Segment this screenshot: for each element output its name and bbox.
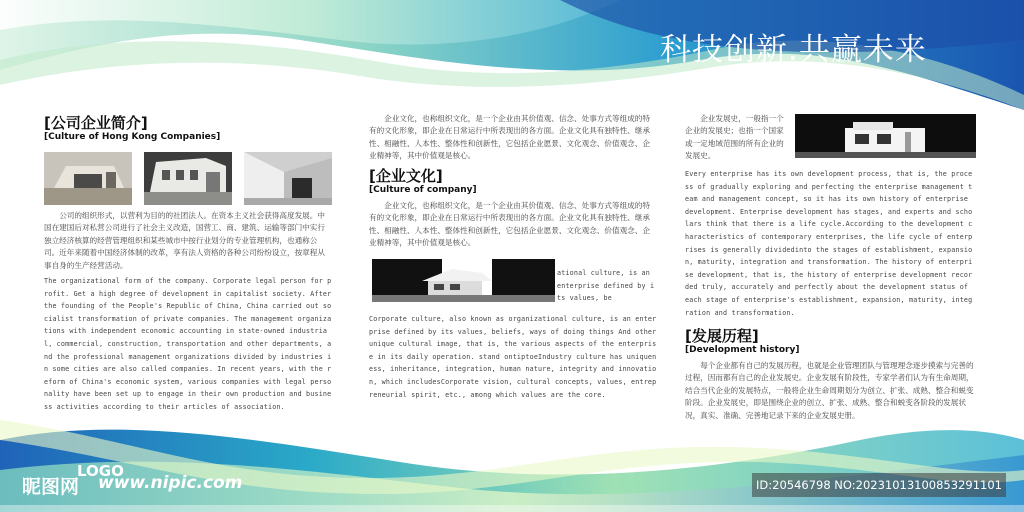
watermark-brand: 昵图网: [22, 476, 80, 498]
culture-top-body: [369, 113, 657, 163]
history-section: [685, 327, 975, 422]
image-id-bar: ID:20546798 NO:20231013100853291101: [752, 473, 1006, 497]
history-heading: [发展历程]: [685, 327, 759, 345]
watermark-url: www.nipic.com: [98, 473, 243, 493]
culture-body-en: [369, 313, 657, 401]
building-photo-5: [795, 114, 976, 158]
culture-side-text: [557, 267, 657, 305]
culture-heading-en: [Culture of company]: [369, 185, 477, 195]
company-intro-section: [44, 114, 332, 143]
culture-paragraph-cn: 企业文化，也称组织文化，是一个企业由其价值观、信念、处事方式等组成的特有的文化形象，即企业在日常运行中所表现出的各方面。企业文化具有独特性、继承性、相融性、人本性、整体性和创新性，它包括企业愿景、文化观念、价值观念、企业精神等，其中价值观是核心。: [369, 201, 650, 248]
company-intro-paragraph-en: The organizational form of the company. Corporate legal person for profit. Get a high degree of development in capitalist society. After the founding of the People's Republic of China, China carried out socialist transformation of private companies. The management organizations with independent economic accounting in state-owned industrial, commercial, construction, transportation and other departments, and the professional management organizations divided by industries in some cities are also called companies. In recent years, with the reform of China's economic system, various companies with legal personality have been set up to engage in their own production and business activities according to their articles of association.: [44, 277, 332, 411]
culture-side-paragraph-en: ational culture, is an enterprise defined by its values, be: [557, 269, 655, 303]
company-intro-heading-en: [Culture of Hong Kong Companies]: [44, 132, 221, 142]
culture-top-paragraph-cn: 企业文化，也称组织文化，是一个企业由其价值观、信念、处事方式等组成的特有的文化形象，即企业在日常运行中所表现出的各方面。企业文化具有独特性、继承性、相融性、人本性、整体性和创新性，它包括企业愿景、文化观念、价值观念、企业精神等，其中价值观是核心。: [369, 114, 650, 161]
culture-section: [369, 167, 657, 250]
culture-heading: [企业文化]: [369, 167, 443, 185]
logo-word: LOGO: [77, 462, 124, 480]
history-heading-en: [Development history]: [685, 345, 800, 355]
company-intro-paragraph-cn: 公司的组织形式，以营利为目的的社团法人。在资本主义社会获得高度发展。中国在建国后对私营公司进行了社会主义改造，国营工、商、建筑、运输等部门中实行独立经济核算的经营管理组织和某些城市中按行业划分的专业管理机构，也通称公司。近年来随着中国经济体制的改革，享有法人资格的各种公司纷纷设立，按章程从事自身的生产经营活动。: [44, 211, 325, 270]
building-photo-2: [144, 152, 232, 205]
history-paragraph-cn: 每个企业都有自己的发展历程，也就是企业管理团队与管理理念逐步摸索与完善的过程，因而都有自己的企业发展史。企业发展有阶段性，专家学者们认为有生命周期，结合当代企业的发展特点，一般将企业生命周期划分为创立、扩张、成熟、整合和蜕变阶段。企业发展史，即是围绕企业的创立、扩张、成熟、整合和蜕变各阶段的发展状况，真实、准确、完善地记录下来的企业发展史册。: [685, 361, 974, 420]
slogan-title: 科技创新.共赢未来: [660, 32, 927, 68]
history-paragraph-en: Every enterprise has its own development process, that is, the process of gradually exploring and perfecting the enterprise management team and management concept, so it has its own history of enterprise development. Enterprise development has stages, and experts and scholars think that there is a life cycle.According to the development characteristics of contemporary enterprises, the life cycle of enterprises is generally dividedinto the stages of establishment, expansion, maturity, integration and transformation. The history of enterprise development, that is, the history of enterprise development recorded truly, accurately and perfectly about the development status of each stage of enterprise's establishment, expansion, maturity, integration and transformation.: [685, 170, 973, 317]
building-photo-1: [44, 152, 132, 205]
company-intro-heading: [公司企业简介]: [44, 114, 148, 132]
history-top-paragraph-cn: 企业发展史，一般指一个企业的发展史；也指一个国家或一定地域范围的所有企业的发展史。: [685, 114, 784, 161]
history-top-body: [685, 113, 785, 163]
history-body-en: [685, 168, 975, 319]
company-intro-body: [44, 210, 332, 414]
building-photo-3: [244, 152, 332, 205]
culture-paragraph-en: Corporate culture, also known as organizational culture, is an enterprise defined by its values, beliefs, ways of doing things And other unique cultural image, that is, the various aspects of the enterprise in its daily operation. stand ontiptoeIndustry culture has uniqueness, inheritance, integration, human nature, integrity and innovation, which includesCorporate vision, cultural concepts, values, entrepreneurial spirit, etc., among which values are the core.: [369, 315, 657, 399]
building-photo-4: [372, 259, 555, 302]
